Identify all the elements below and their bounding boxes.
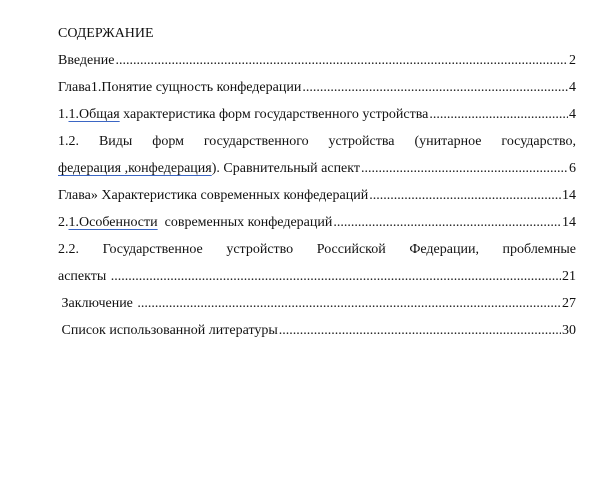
- spellcheck-underlined-text: 1.Общая: [68, 107, 120, 122]
- toc-page-number: 6: [569, 161, 576, 176]
- toc-leader-dots: [369, 186, 561, 206]
- toc-entry-label: Глава1.Понятие сущность конфедерации: [58, 80, 302, 95]
- toc-entry-bibliography[interactable]: [58, 321, 576, 341]
- toc-entry-chapter-2[interactable]: [58, 186, 576, 206]
- toc-entry-section-2-2-line-2[interactable]: [58, 267, 576, 287]
- toc-entry-label: [58, 105, 428, 125]
- toc-leader-dots: [302, 78, 568, 98]
- toc-leader-dots: [115, 51, 568, 71]
- toc-leader-dots: [279, 321, 561, 341]
- toc-leader-dots: [137, 294, 561, 314]
- toc-entry-label-rest: современных конфедераций: [157, 215, 333, 230]
- toc-heading: СОДЕРЖАНИЕ: [58, 26, 154, 41]
- toc-entry-chapter-1[interactable]: [58, 78, 576, 98]
- toc-page-number: 21: [562, 269, 576, 284]
- toc-leader-dots: [333, 213, 561, 233]
- toc-entry-section-1-2-line-2[interactable]: [58, 159, 576, 179]
- spellcheck-underlined-text: 1.Особенности: [68, 215, 158, 230]
- spellcheck-underlined-text: федерация ,конфедерация: [58, 161, 212, 176]
- toc-entry-prefix: 2.: [58, 215, 69, 230]
- toc-entry-label: [58, 159, 360, 179]
- toc-entry-label: [58, 213, 332, 233]
- document-page: [58, 24, 576, 348]
- toc-entry-label: аспекты: [58, 269, 110, 284]
- toc-page-number: 30: [562, 323, 576, 338]
- toc-leader-dots: [361, 159, 568, 179]
- toc-entry-conclusion[interactable]: [58, 294, 576, 314]
- toc-entry-label-rest: ). Сравнительный аспект: [211, 161, 361, 176]
- toc-entry-label: Заключение: [58, 296, 137, 311]
- toc-page-number: 14: [562, 188, 576, 203]
- toc-page-number: 27: [562, 296, 576, 311]
- toc-entry-label-rest: характеристика форм государственного устройства: [119, 107, 429, 122]
- toc-page-number: 2: [569, 53, 576, 68]
- toc-entry-section-2-1[interactable]: [58, 213, 576, 233]
- toc-entry-section-1-2-line-1[interactable]: 1.2. Виды форм государственного устройства (унитарное государство,: [58, 134, 576, 149]
- toc-leader-dots: [111, 267, 561, 287]
- toc-entry-section-2-2-line-1[interactable]: 2.2. Государственное устройство Российской Федерации, проблемные: [58, 242, 576, 257]
- toc-entry-section-1-1[interactable]: [58, 105, 576, 125]
- toc-entry-label: Глава» Характеристика современных конфедераций: [58, 188, 369, 203]
- toc-entry-label: Список использованной литературы: [58, 323, 278, 338]
- toc-entry-introduction[interactable]: [58, 51, 576, 71]
- toc-leader-dots: [429, 105, 568, 125]
- toc-page-number: 4: [569, 80, 576, 95]
- toc-page-number: 14: [562, 215, 576, 230]
- toc-page-number: 4: [569, 107, 576, 122]
- toc-entry-label: Введение: [58, 53, 115, 68]
- toc-entry-prefix: 1.: [58, 107, 69, 122]
